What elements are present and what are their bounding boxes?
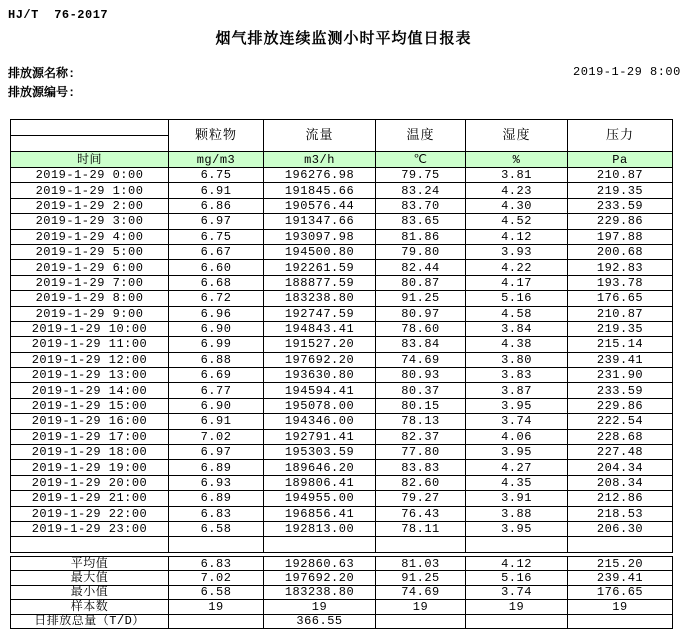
- report-title: 烟气排放连续监测小时平均值日报表: [215, 31, 472, 48]
- time-cell: 2019-1-29 19:00: [11, 460, 169, 475]
- value-cell: 197692.20: [264, 352, 376, 367]
- value-cell: 6.90: [169, 321, 264, 336]
- time-cell: 2019-1-29 12:00: [11, 352, 169, 367]
- value-cell: 227.48: [568, 445, 673, 460]
- unit-humidity: %: [466, 152, 568, 168]
- value-cell: 6.72: [169, 291, 264, 306]
- value-cell: 4.58: [466, 306, 568, 321]
- value-cell: 77.80: [376, 445, 466, 460]
- table-row: [11, 337, 673, 352]
- table-row: [11, 585, 673, 599]
- value-cell: 4.30: [466, 198, 568, 213]
- value-cell: 215.20: [568, 557, 673, 571]
- value-cell: 4.23: [466, 183, 568, 198]
- value-cell: 190576.44: [264, 198, 376, 213]
- table-row: [11, 168, 673, 183]
- value-cell: 188877.59: [264, 275, 376, 290]
- table-row: [11, 352, 673, 367]
- empty-cell: [568, 537, 673, 552]
- table-row: [11, 429, 673, 444]
- time-cell: 2019-1-29 4:00: [11, 229, 169, 244]
- value-cell: 4.22: [466, 260, 568, 275]
- value-cell: 6.91: [169, 414, 264, 429]
- value-cell: 4.35: [466, 475, 568, 490]
- unit-temperature: ℃: [376, 152, 466, 168]
- value-cell: 208.34: [568, 475, 673, 490]
- time-header-spacer-bottom: [11, 136, 169, 152]
- value-cell: 82.44: [376, 260, 466, 275]
- time-header-label: 时间: [11, 152, 169, 168]
- value-cell: 91.25: [376, 291, 466, 306]
- value-cell: 210.87: [568, 306, 673, 321]
- time-cell: 2019-1-29 18:00: [11, 445, 169, 460]
- hourly-data-table: [10, 119, 673, 553]
- table-row: [11, 445, 673, 460]
- value-cell: 189646.20: [264, 460, 376, 475]
- value-cell: 3.83: [466, 368, 568, 383]
- value-cell: 19: [568, 600, 673, 614]
- value-cell: 197.88: [568, 229, 673, 244]
- value-cell: 6.58: [169, 521, 264, 536]
- value-cell: 3.80: [466, 352, 568, 367]
- table-row: [11, 229, 673, 244]
- value-cell: 192813.00: [264, 521, 376, 536]
- unit-particulate: mg/m3: [169, 152, 264, 168]
- value-cell: 192791.41: [264, 429, 376, 444]
- empty-cell: [169, 537, 264, 552]
- value-cell: 5.16: [466, 291, 568, 306]
- value-cell: 3.95: [466, 398, 568, 413]
- value-cell: 81.86: [376, 229, 466, 244]
- value-cell: 3.88: [466, 506, 568, 521]
- value-cell: 233.59: [568, 383, 673, 398]
- unit-header-row: [11, 152, 673, 168]
- value-cell: 4.12: [466, 229, 568, 244]
- time-cell: 2019-1-29 7:00: [11, 275, 169, 290]
- time-cell: 2019-1-29 6:00: [11, 260, 169, 275]
- table-row: [11, 183, 673, 198]
- table-row: [11, 521, 673, 536]
- value-cell: 19: [169, 600, 264, 614]
- value-cell: 192261.59: [264, 260, 376, 275]
- value-cell: 195303.59: [264, 445, 376, 460]
- value-cell: 6.83: [169, 506, 264, 521]
- value-cell: 3.74: [466, 585, 568, 599]
- value-cell: 6.60: [169, 260, 264, 275]
- value-cell: 3.91: [466, 491, 568, 506]
- value-cell: 229.86: [568, 398, 673, 413]
- value-cell: 81.03: [376, 557, 466, 571]
- time-cell: 2019-1-29 5:00: [11, 244, 169, 259]
- value-cell: 4.27: [466, 460, 568, 475]
- time-cell: 2019-1-29 20:00: [11, 475, 169, 490]
- summary-label-cell: 日排放总量（T/D）: [11, 614, 169, 628]
- table-row: [11, 460, 673, 475]
- value-cell: 218.53: [568, 506, 673, 521]
- table-row: [11, 260, 673, 275]
- table-row: [11, 368, 673, 383]
- time-cell: 2019-1-29 16:00: [11, 414, 169, 429]
- time-cell: 2019-1-29 10:00: [11, 321, 169, 336]
- value-cell: 194346.00: [264, 414, 376, 429]
- value-cell: 80.97: [376, 306, 466, 321]
- value-cell: 6.91: [169, 183, 264, 198]
- value-cell: 210.87: [568, 168, 673, 183]
- time-cell: 2019-1-29 0:00: [11, 168, 169, 183]
- param-header-temperature: 温度: [376, 120, 466, 152]
- value-cell: 6.77: [169, 383, 264, 398]
- value-cell: 196856.41: [264, 506, 376, 521]
- value-cell: 3.93: [466, 244, 568, 259]
- value-cell: 197692.20: [264, 571, 376, 585]
- time-cell: 2019-1-29 2:00: [11, 198, 169, 213]
- value-cell: 83.65: [376, 214, 466, 229]
- time-cell: 2019-1-29 13:00: [11, 368, 169, 383]
- value-cell: 193097.98: [264, 229, 376, 244]
- value-cell: 78.11: [376, 521, 466, 536]
- value-cell: [169, 614, 264, 628]
- empty-cell: [264, 537, 376, 552]
- empty-row: [11, 537, 673, 552]
- table-row: [11, 383, 673, 398]
- value-cell: 239.41: [568, 352, 673, 367]
- value-cell: 6.97: [169, 445, 264, 460]
- time-cell: 2019-1-29 9:00: [11, 306, 169, 321]
- time-cell: 2019-1-29 22:00: [11, 506, 169, 521]
- report-datetime: 2019-1-29 8:00: [573, 65, 681, 79]
- value-cell: 6.68: [169, 275, 264, 290]
- value-cell: 239.41: [568, 571, 673, 585]
- value-cell: [376, 614, 466, 628]
- value-cell: 78.13: [376, 414, 466, 429]
- value-cell: 222.54: [568, 414, 673, 429]
- table-row: [11, 557, 673, 571]
- value-cell: [466, 614, 568, 628]
- table-row: [11, 198, 673, 213]
- value-cell: 4.52: [466, 214, 568, 229]
- value-cell: 6.75: [169, 168, 264, 183]
- summary-label-cell: 最小值: [11, 585, 169, 599]
- empty-cell: [11, 537, 169, 552]
- value-cell: 193.78: [568, 275, 673, 290]
- time-cell: 2019-1-29 23:00: [11, 521, 169, 536]
- value-cell: 7.02: [169, 571, 264, 585]
- value-cell: 19: [466, 600, 568, 614]
- value-cell: 176.65: [568, 291, 673, 306]
- table-row: [11, 306, 673, 321]
- empty-cell: [376, 537, 466, 552]
- value-cell: 78.60: [376, 321, 466, 336]
- table-row: [11, 506, 673, 521]
- summary-label-cell: 最大值: [11, 571, 169, 585]
- value-cell: 80.15: [376, 398, 466, 413]
- value-cell: 7.02: [169, 429, 264, 444]
- value-cell: 19: [264, 600, 376, 614]
- value-cell: 6.83: [169, 557, 264, 571]
- value-cell: 3.95: [466, 445, 568, 460]
- value-cell: 6.75: [169, 229, 264, 244]
- spacer-rows: [11, 537, 673, 552]
- value-cell: 194594.41: [264, 383, 376, 398]
- value-cell: 192.83: [568, 260, 673, 275]
- time-header-spacer-top: [11, 120, 169, 136]
- summary-label-cell: 样本数: [11, 600, 169, 614]
- value-cell: 215.14: [568, 337, 673, 352]
- table-row: [11, 244, 673, 259]
- time-cell: 2019-1-29 1:00: [11, 183, 169, 198]
- value-cell: 231.90: [568, 368, 673, 383]
- value-cell: 6.96: [169, 306, 264, 321]
- value-cell: 79.75: [376, 168, 466, 183]
- value-cell: 183238.80: [264, 291, 376, 306]
- value-cell: 195078.00: [264, 398, 376, 413]
- table-row: [11, 614, 673, 628]
- value-cell: 6.89: [169, 460, 264, 475]
- value-cell: 233.59: [568, 198, 673, 213]
- value-cell: 6.88: [169, 352, 264, 367]
- value-cell: 6.99: [169, 337, 264, 352]
- value-cell: 194955.00: [264, 491, 376, 506]
- table-row: [11, 398, 673, 413]
- table-row: [11, 414, 673, 429]
- table-header: [11, 120, 673, 168]
- value-cell: 74.69: [376, 585, 466, 599]
- value-cell: 229.86: [568, 214, 673, 229]
- value-cell: 82.60: [376, 475, 466, 490]
- value-cell: 4.17: [466, 275, 568, 290]
- source-name-label: 排放源名称:: [8, 67, 76, 81]
- value-cell: 3.87: [466, 383, 568, 398]
- param-header-pressure: 压力: [568, 120, 673, 152]
- value-cell: 366.55: [264, 614, 376, 628]
- table-row: [11, 491, 673, 506]
- value-cell: 6.90: [169, 398, 264, 413]
- value-cell: 79.27: [376, 491, 466, 506]
- value-cell: 6.97: [169, 214, 264, 229]
- value-cell: 192860.63: [264, 557, 376, 571]
- value-cell: 83.24: [376, 183, 466, 198]
- value-cell: 4.06: [466, 429, 568, 444]
- value-cell: 6.93: [169, 475, 264, 490]
- value-cell: [568, 614, 673, 628]
- value-cell: 194843.41: [264, 321, 376, 336]
- param-header-row: [11, 120, 673, 136]
- value-cell: 3.81: [466, 168, 568, 183]
- value-cell: 83.70: [376, 198, 466, 213]
- time-cell: 2019-1-29 3:00: [11, 214, 169, 229]
- value-cell: 80.87: [376, 275, 466, 290]
- value-cell: 206.30: [568, 521, 673, 536]
- value-cell: 6.89: [169, 491, 264, 506]
- value-cell: 204.34: [568, 460, 673, 475]
- value-cell: 4.38: [466, 337, 568, 352]
- value-cell: 80.37: [376, 383, 466, 398]
- value-cell: 83.84: [376, 337, 466, 352]
- value-cell: 176.65: [568, 585, 673, 599]
- value-cell: 191527.20: [264, 337, 376, 352]
- hourly-rows: [11, 168, 673, 537]
- param-header-particulate: 颗粒物: [169, 120, 264, 152]
- value-cell: 6.67: [169, 244, 264, 259]
- table-row: [11, 571, 673, 585]
- time-cell: 2019-1-29 14:00: [11, 383, 169, 398]
- table-row: [11, 600, 673, 614]
- summary-table: [10, 556, 673, 629]
- value-cell: 191845.66: [264, 183, 376, 198]
- value-cell: 200.68: [568, 244, 673, 259]
- value-cell: 189806.41: [264, 475, 376, 490]
- table-row: [11, 275, 673, 290]
- value-cell: 74.69: [376, 352, 466, 367]
- value-cell: 80.93: [376, 368, 466, 383]
- standard-code: HJ/T 76-2017: [8, 8, 109, 22]
- value-cell: 194500.80: [264, 244, 376, 259]
- time-cell: 2019-1-29 11:00: [11, 337, 169, 352]
- value-cell: 193630.80: [264, 368, 376, 383]
- value-cell: 191347.66: [264, 214, 376, 229]
- time-cell: 2019-1-29 15:00: [11, 398, 169, 413]
- value-cell: 228.68: [568, 429, 673, 444]
- value-cell: 79.80: [376, 244, 466, 259]
- value-cell: 6.58: [169, 585, 264, 599]
- table-row: [11, 475, 673, 490]
- summary-label-cell: 平均值: [11, 557, 169, 571]
- param-header-flow: 流量: [264, 120, 376, 152]
- table-row: [11, 214, 673, 229]
- value-cell: 196276.98: [264, 168, 376, 183]
- value-cell: 3.95: [466, 521, 568, 536]
- value-cell: 82.37: [376, 429, 466, 444]
- value-cell: 183238.80: [264, 585, 376, 599]
- table-row: [11, 321, 673, 336]
- param-header-humidity: 湿度: [466, 120, 568, 152]
- time-cell: 2019-1-29 8:00: [11, 291, 169, 306]
- source-code-label: 排放源编号:: [8, 86, 76, 100]
- time-cell: 2019-1-29 21:00: [11, 491, 169, 506]
- value-cell: 219.35: [568, 321, 673, 336]
- value-cell: 212.86: [568, 491, 673, 506]
- value-cell: 4.12: [466, 557, 568, 571]
- table-row: [11, 291, 673, 306]
- value-cell: 83.83: [376, 460, 466, 475]
- value-cell: 3.84: [466, 321, 568, 336]
- empty-cell: [466, 537, 568, 552]
- value-cell: 3.74: [466, 414, 568, 429]
- value-cell: 219.35: [568, 183, 673, 198]
- value-cell: 19: [376, 600, 466, 614]
- value-cell: 6.69: [169, 368, 264, 383]
- summary-rows: [11, 557, 673, 629]
- value-cell: 6.86: [169, 198, 264, 213]
- unit-pressure: Pa: [568, 152, 673, 168]
- value-cell: 76.43: [376, 506, 466, 521]
- value-cell: 5.16: [466, 571, 568, 585]
- value-cell: 192747.59: [264, 306, 376, 321]
- value-cell: 91.25: [376, 571, 466, 585]
- time-cell: 2019-1-29 17:00: [11, 429, 169, 444]
- unit-flow: m3/h: [264, 152, 376, 168]
